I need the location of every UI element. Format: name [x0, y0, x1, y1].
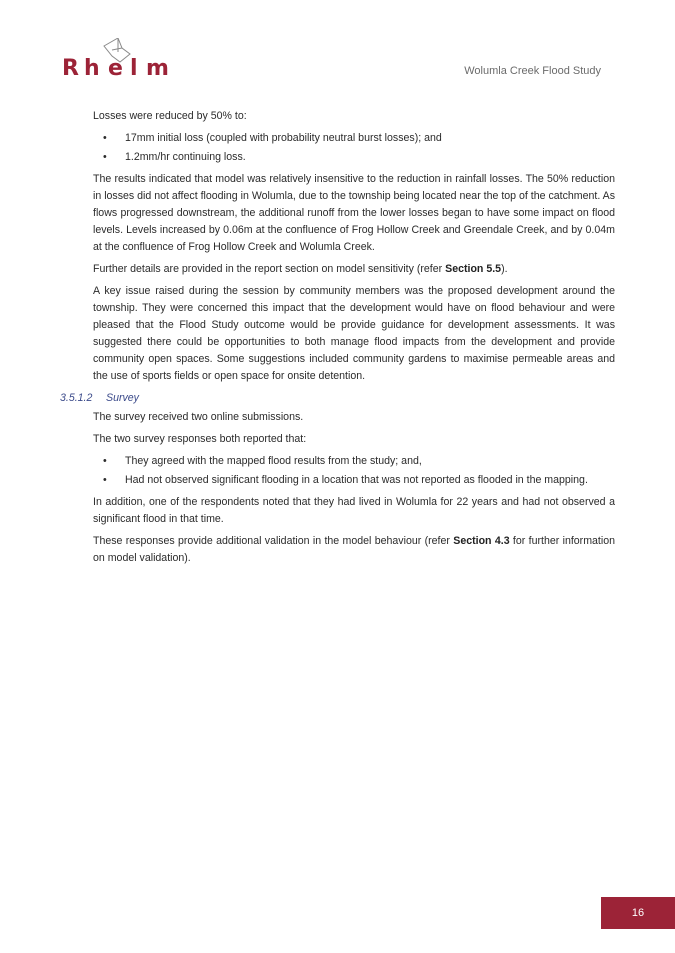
bullet-icon: • — [103, 455, 107, 467]
responses-paragraph: The two survey responses both reported that: — [93, 433, 307, 445]
addition-paragraph: In addition, one of the respondents noted that they had lived in Wolumla for 22 years and had not observed a significant flood in that time. — [93, 496, 615, 525]
svg-text:m: m — [146, 56, 169, 80]
section-heading: 3.5.1.2 Survey — [60, 392, 139, 404]
intro-paragraph: Losses were reduced by 50% to: — [93, 110, 247, 122]
bullet-icon: • — [103, 132, 107, 144]
section-ref-link: Section 5.5 — [445, 263, 502, 275]
list-item: • 1.2mm/hr continuing loss. — [93, 149, 615, 166]
document-title: Wolumla Creek Flood Study — [464, 65, 601, 77]
list-item: • 17mm initial loss (coupled with probability neutral burst losses); and — [93, 130, 615, 147]
bullet-icon: • — [103, 151, 107, 163]
list-item: • They agreed with the mapped flood results from the study; and, — [93, 453, 615, 470]
document-body — [60, 108, 616, 572]
list-item: • Had not observed significant flooding in a location that was not reported as flooded in the mapping. — [93, 472, 615, 489]
svg-text:h: h — [84, 56, 100, 80]
rhelm-logo — [60, 38, 180, 80]
results-paragraph: The results indicated that model was relatively insensitive to the reduction in rainfall losses. The 50% reduction in losses did not affect flooding in Wolumla, due to the township being located near the top of the catchment. As flows progressed downstream, the additional runoff from the lower losses began to have some impact on flood levels. Levels increased by 0.06m at the confluence of Frog Hollow Creek and Greendale Creek, and by 0.04m at the confluence of Frog Hollow Creek and Wolumla Creek. — [93, 173, 615, 253]
section-ref-link: Section 4.3 — [453, 535, 510, 547]
responses-list — [93, 453, 615, 489]
page-number: 16 — [601, 897, 675, 929]
svg-text:l: l — [130, 56, 138, 80]
svg-text:R: R — [62, 56, 79, 80]
svg-text:e: e — [108, 56, 123, 80]
survey-paragraph: The survey received two online submissions. — [93, 411, 304, 423]
key-issue-paragraph: A key issue raised during the session by community members was the proposed development around the township. They were concerned this impact that the development would have on flood behaviour and were pleased that the Flood Study outcome would be provide guidance for development assessments. It was suggested there could be opportunities to both manage flood impacts from the development and provide community open spaces. Some suggestions included community gardens to maximise permeable areas and the use of sports fields or open space for onsite detention. — [93, 285, 615, 382]
validation-paragraph: These responses provide additional validation in the model behaviour (refer Section 4.3 for further information on model validation). — [93, 535, 616, 564]
loss-list — [93, 130, 615, 166]
bullet-icon: • — [103, 474, 107, 486]
further-details-paragraph: Further details are provided in the report section on model sensitivity (refer Section 5.5). — [93, 263, 508, 275]
